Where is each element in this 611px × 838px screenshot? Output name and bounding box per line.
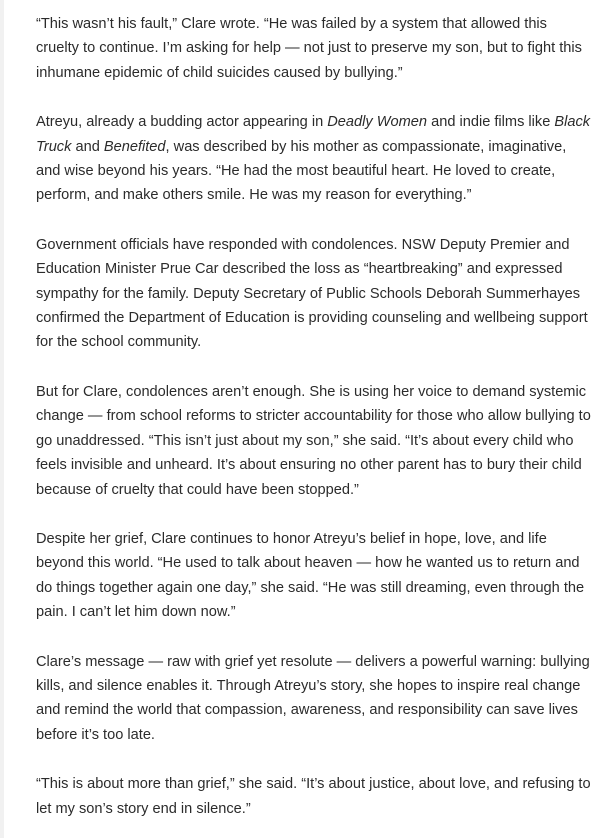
paragraph-3: Government officials have responded with condolences. NSW Deputy Premier and Education Minister Prue Car described the loss as “heartbreaking” and expressed sympathy for the family. Deputy Secretary of Public Schools Deborah Summerhayes confirmed the Department of Education is providing counseling and wellbeing support for the school community. (36, 236, 588, 351)
film-title-black-truck: Black Truck (36, 114, 591, 155)
paragraph-2-text-4: , was described by his mother as compassionate, imaginative, and wise beyond his years. “He had the most beautiful heart. He loved to create, perform, and make others smile. He was my reason for everything.” (36, 138, 567, 204)
film-title-benefited: Benefited (103, 138, 166, 155)
paragraph-2-text-3: and (71, 138, 104, 155)
paragraph-1: “This wasn’t his fault,” Clare wrote. “He was failed by a system that allowed this cruelty to continue. I’m asking for help — not just to preserve my son, but to fight this inhumane epidemic of child suicides caused by bullying.” (36, 16, 582, 81)
paragraph-2-text-1: Atreyu, already a budding actor appearing in (36, 114, 328, 131)
paragraph-5: Despite her grief, Clare continues to honor Atreyu’s belief in hope, love, and life beyond this world. “He used to talk about heaven — how he wanted us to return and do things together again one day,” she said. “He was still dreaming, even through the pain. I can’t let him down now.” (36, 530, 585, 621)
left-border (0, 0, 4, 838)
paragraph-6: Clare’s message — raw with grief yet resolute — delivers a powerful warning: bullying kills, and silence enables it. Through Atreyu’s story, she hopes to inspire real change and remind the world that compassion, awareness, and responsibility can save lives before it’s too late. (36, 653, 590, 743)
paragraph-2 (36, 110, 592, 208)
paragraph-4: But for Clare, condolences aren’t enough. She is using her voice to demand systemic change — from school reforms to stricter accountability for those who allow bullying to go unaddressed. “This isn’t just about my son,” she said. “It’s about every child who feels invisible and unheard. It’s about ensuring no other parent has to bury their child because of cruelty that could have been stopped.” (36, 383, 591, 498)
article-body (36, 12, 592, 821)
paragraph-7: “This is about more than grief,” she said. “It’s about justice, about love, and refusing to let my son’s story end in silence.” (36, 776, 591, 817)
paragraph-2-text-2: and indie films like (427, 114, 555, 131)
film-title-deadly-women: Deadly Women (327, 114, 428, 131)
